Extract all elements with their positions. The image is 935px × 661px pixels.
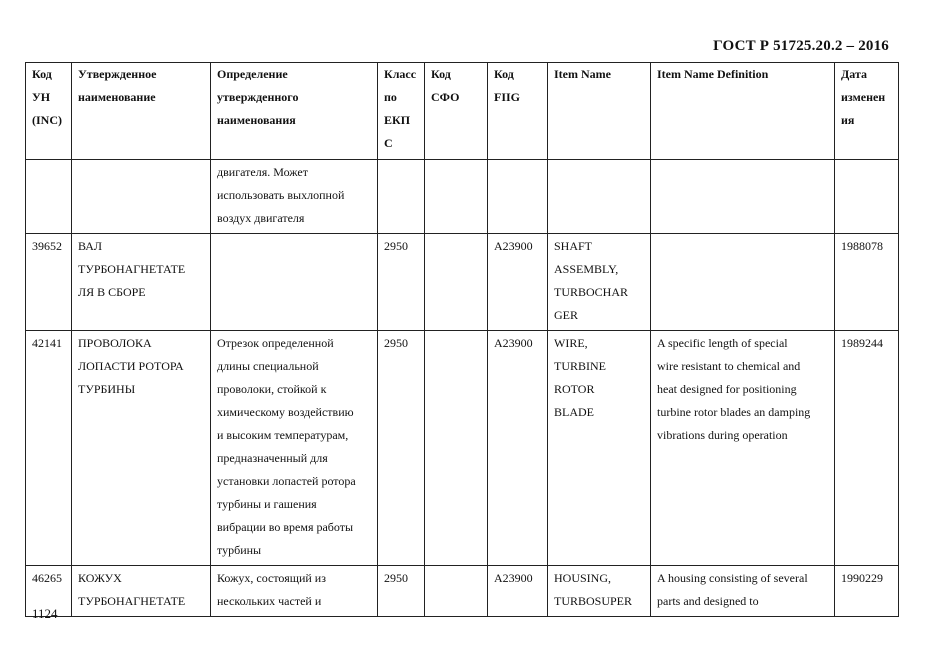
cell-item-definition: A specific length of special wire resistant to chemical and heat designed for positioning turbine rotor blades an damping vibrations during operation xyxy=(651,331,835,566)
cell-class: 2950 xyxy=(378,566,425,617)
cell-date xyxy=(835,160,899,234)
page-number: 1124 xyxy=(32,606,58,621)
cell-date: 1989244 xyxy=(835,331,899,566)
col-header-date: Дата изменен ия xyxy=(835,63,899,160)
cell-date: 1988078 xyxy=(835,234,899,331)
cell-approved-name: ВАЛ ТУРБОНАГНЕТАТЕ ЛЯ В СБОРЕ xyxy=(72,234,211,331)
cell-inc: 39652 xyxy=(26,234,72,331)
cell-sfo xyxy=(425,160,488,234)
catalog-table xyxy=(25,62,899,617)
col-header-class: Класс по ЕКПС xyxy=(378,63,425,160)
col-header-sfo: Код СФО xyxy=(425,63,488,160)
cell-class: 2950 xyxy=(378,234,425,331)
cell-fiig: A23900 xyxy=(488,331,548,566)
cell-item-name: WIRE, TURBINE ROTOR BLADE xyxy=(548,331,651,566)
cell-class xyxy=(378,160,425,234)
table-row xyxy=(26,566,899,617)
col-header-definition: Определение утвержденного наименования xyxy=(211,63,378,160)
cell-sfo xyxy=(425,566,488,617)
cell-approved-name: КОЖУХ ТУРБОНАГНЕТАТЕ xyxy=(72,566,211,617)
col-header-approved-name: Утвержденное наименование xyxy=(72,63,211,160)
cell-item-definition: A housing consisting of several parts and designed to xyxy=(651,566,835,617)
col-header-inc: Код УН (INC) xyxy=(26,63,72,160)
cell-date: 1990229 xyxy=(835,566,899,617)
cell-definition xyxy=(211,234,378,331)
cell-fiig: A23900 xyxy=(488,234,548,331)
cell-sfo xyxy=(425,331,488,566)
cell-definition: двигателя. Может использовать выхлопной воздух двигателя xyxy=(211,160,378,234)
cell-fiig: A23900 xyxy=(488,566,548,617)
cell-item-name: SHAFT ASSEMBLY, TURBOCHAR GER xyxy=(548,234,651,331)
table-header-row xyxy=(26,63,899,160)
cell-item-name: HOUSING, TURBOSUPER xyxy=(548,566,651,617)
cell-inc: 46265 xyxy=(26,566,72,617)
cell-approved-name: ПРОВОЛОКА ЛОПАСТИ РОТОРА ТУРБИНЫ xyxy=(72,331,211,566)
cell-sfo xyxy=(425,234,488,331)
cell-definition: Отрезок определенной длины специальной проволоки, стойкой к химическому воздействию и высоким температурам, предназначенный для установки лопастей ротора турбины и гашения вибрации во время работы турбины xyxy=(211,331,378,566)
cell-item-definition xyxy=(651,160,835,234)
cell-approved-name xyxy=(72,160,211,234)
table-row xyxy=(26,331,899,566)
col-header-item-name: Item Name xyxy=(548,63,651,160)
col-header-fiig: Код FIIG xyxy=(488,63,548,160)
cell-inc: 42141 xyxy=(26,331,72,566)
cell-item-name xyxy=(548,160,651,234)
col-header-item-definition: Item Name Definition xyxy=(651,63,835,160)
table-row xyxy=(26,160,899,234)
cell-fiig xyxy=(488,160,548,234)
cell-item-definition xyxy=(651,234,835,331)
cell-inc xyxy=(26,160,72,234)
table-row xyxy=(26,234,899,331)
cell-definition: Кожух, состоящий из нескольких частей и xyxy=(211,566,378,617)
document-code: ГОСТ Р 51725.20.2 – 2016 xyxy=(713,38,889,54)
cell-class: 2950 xyxy=(378,331,425,566)
